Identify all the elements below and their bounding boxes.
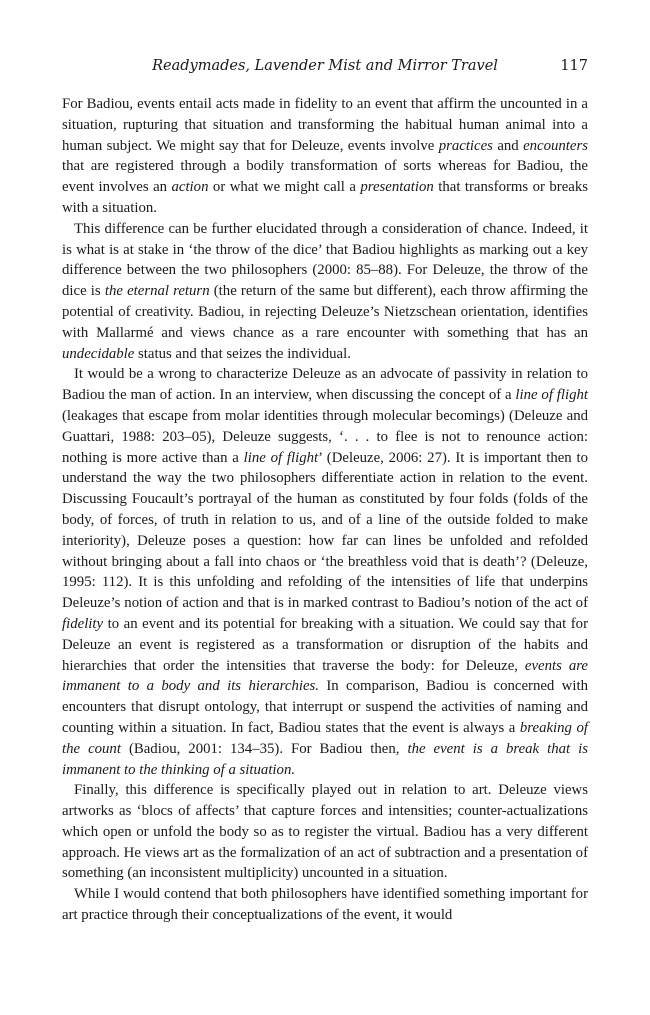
paragraph-2 xyxy=(62,219,588,365)
italic-phrase: presentation xyxy=(360,179,434,196)
text-run: that transforms or breaks with a situation. xyxy=(62,179,588,216)
italic-phrase: practices xyxy=(438,137,493,154)
italic-phrase: events are immanent to a body and its hierarchies. xyxy=(62,657,588,695)
text-run: that are registered through a bodily transformation of sorts whereas for Badiou, the event involves an xyxy=(62,158,588,196)
text-run: status and that seizes the individual. xyxy=(134,345,351,362)
running-head: Readymades, Lavender Mist and Mirror Travel xyxy=(152,58,498,74)
italic-phrase: encounters xyxy=(523,137,588,154)
italic-phrase: action xyxy=(171,179,209,196)
text-run: and xyxy=(492,137,524,154)
page-number: 117 xyxy=(560,58,588,74)
text-run: In comparison, Badiou is concerned with encounters that disrupt ontology, that interrupt or suspend the activities of naming and counting within a situation. In fact, Badiou states that the event is always a xyxy=(62,678,588,736)
italic-phrase: line of flight xyxy=(243,449,319,466)
text-run: It would be a wrong to characterize Deleuze as an advocate of passivity in relation to Badiou the man of action. In an interview, when discussing the concept of a xyxy=(62,366,588,404)
text-run: Finally, this difference is specifically played out in relation to art. Deleuze views artworks as ‘blocs of affects’ that capture forces and intensities; counter-actualizations which open or unfold the body so as to register the virtual. Badiou has a very different approach. He views art as the formalization of an act of subtraction and a presentation of something (an inconsistent multiplicity) uncounted in a situation. xyxy=(62,782,588,882)
paragraph-5 xyxy=(62,884,588,926)
paragraph-1 xyxy=(62,94,588,219)
text-run: to an event and its potential for breaking with a situation. We could say that for Deleuze an event is registered as a transformation or disruption of the habits and hierarchies that order the intensities that traverse the body: for Deleuze, xyxy=(62,615,588,674)
text-run: (the return of the same but different), each throw affirming the potential of creativity. Badiou, in rejecting Deleuze’s Nietzschean orientation, identifies with Mallarmé and views chance as a rare encounter with something that has an xyxy=(62,283,588,341)
text-run: For Badiou, events entail acts made in fidelity to an event that affirm the uncounted in a situation, rupturing that situation and transforming the habitual human animal into a human subject. We might say that for Deleuze, events involve xyxy=(62,96,588,154)
text-run: (leakages that escape from molar identities through molecular becomings) (Deleuze and Guattari, 1988: 203–05), Deleuze suggests, ‘. . . to flee is not to renounce action: nothing is more active than a xyxy=(62,407,588,466)
text-run: ’ (Deleuze, 2006: 27). It is important then to understand the way the two philosophers differentiate action in relation to the event. Discussing Foucault’s portrayal of the human as constituted by four folds (folds of the body, of forces, of truth in relation to us, and of a line of the outside folded to make interiority), Deleuze poses a question: how far can lines be unfolded and refolded without bringing about a fall into chaos or ‘the breathless void that is death’? (Deleuze, 1995: 112). It is this unfolding and refolding of the intensities of life that underpins Deleuze’s notion of action and that is in marked contrast to Badiou’s notion of the act of xyxy=(62,449,588,612)
italic-phrase: the eternal return xyxy=(104,283,210,300)
paragraph-3 xyxy=(62,364,588,780)
paragraph-4 xyxy=(62,780,588,884)
text-run: This difference can be further elucidated through a consideration of chance. Indeed, it is what is at stake in ‘the throw of the dice’ that Badiou highlights as marking out a key difference between the two philosophers (2000: 85–88). For Deleuze, the throw of the dice is xyxy=(62,220,588,300)
italic-phrase: fidelity xyxy=(62,615,104,632)
text-run: While I would contend that both philosophers have identified something important for art practice through their conceptualizations of the event, it would xyxy=(62,886,588,924)
text-run: (Badiou, 2001: 134–35). For Badiou then, xyxy=(120,740,408,757)
italic-phrase: line of flight xyxy=(515,387,588,404)
italic-phrase: the event is a break that is immanent to the thinking of a situation. xyxy=(62,740,588,778)
italic-phrase: undecidable xyxy=(62,345,135,362)
body-text xyxy=(62,94,588,926)
italic-phrase: breaking of the count xyxy=(62,719,588,757)
page-header xyxy=(62,58,588,80)
text-run: or what we might call a xyxy=(208,179,361,196)
